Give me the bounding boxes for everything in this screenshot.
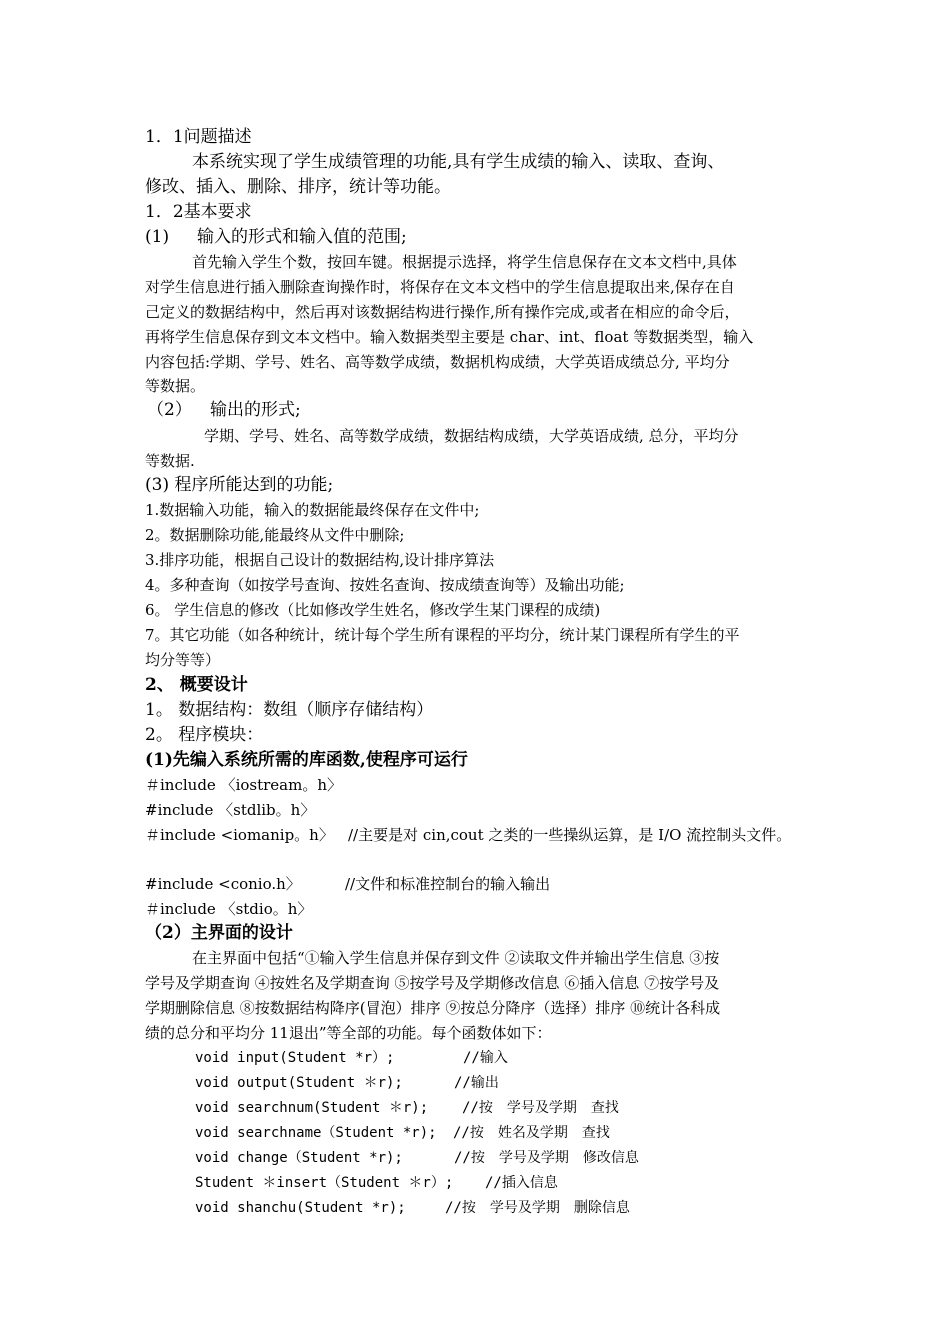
function-item: 2。数据删除功能,能最终从文件中删除; [145,526,405,544]
module-2-line: 绩的总分和平均分 11退出”等全部的功能。每个函数体如下： [145,1024,552,1042]
include-comment: //文件和标准控制台的输入输出 [345,875,551,893]
module-1-title: (1)先编入系统所需的库函数,使程序可运行 [145,750,468,770]
requirement-1-number: (1) [145,227,170,247]
function-item: 均分等等） [145,651,221,669]
include-code: ＃include 〈iostream。h〉 [145,776,342,794]
include-line [145,899,312,919]
design-item-1: 1。 数据结构：数组（顺序存储结构） [145,700,434,720]
module-2-line: 学号及学期查询 ④按姓名及学期查询 ⑤按学号及学期修改信息 ⑥插入信息 ⑦按学号及 [145,974,720,992]
function-item: 7。其它功能（如各种统计，统计每个学生所有课程的平均分，统计某门课程所有学生的平 [145,626,740,644]
function-comment: //按 学号及学期 查找 [462,1100,619,1116]
module-2-line: 学期删除信息 ⑧按数据结构降序(冒泡）排序 ⑨按总分降序（选择）排序 ⑩统计各科成 [145,999,721,1017]
include-code: #include 〈stdlib。h〉 [145,801,316,819]
function-code: void searchname（Student *r); [195,1125,437,1141]
section-1-2-title: 1．2基本要求 [145,202,252,222]
function-declaration [195,1148,639,1168]
requirement-2-line: 等数据. [145,452,195,470]
function-comment: //按 学号及学期 修改信息 [454,1150,639,1166]
problem-desc-line-2: 修改、插入、删除、排序，统计等功能。 [145,177,451,197]
requirement-2-line: 学期、学号、姓名、高等数学成绩，数据结构成绩，大学英语成绩, 总分，平均分 [204,427,739,445]
function-declaration [195,1123,610,1143]
function-code: void input(Student *r）; [195,1050,395,1066]
function-item: 6。 学生信息的修改（比如修改学生姓名，修改学生某门课程的成绩) [145,601,601,619]
section-2-title: 2、 概要设计 [145,675,248,695]
include-line [145,825,792,845]
requirement-2-heading [147,400,301,420]
design-item-2: 2。 程序模块： [145,725,264,745]
function-declaration [195,1198,630,1218]
function-declaration [195,1048,508,1068]
requirement-1-line: 对学生信息进行插入删除查询操作时，将保存在文本文档中的学生信息提取出来,保存在自 [145,278,735,296]
function-code: void shanchu(Student *r); [195,1200,406,1216]
requirement-3-heading: (3) 程序所能达到的功能; [145,475,334,495]
function-code: void output(Student ＊r); [195,1075,403,1091]
function-declaration [195,1173,558,1193]
function-item: 4。多种查询（如按学号查询、按姓名查询、按成绩查询等）及输出功能; [145,576,625,594]
requirement-1-title: 输入的形式和输入值的范围; [197,227,407,247]
function-declaration [195,1073,499,1093]
problem-desc-line-1: 本系统实现了学生成绩管理的功能,具有学生成绩的输入、读取、查询、 [192,152,725,172]
include-code: ＃include <iomanip。h〉 [145,826,334,844]
requirement-1-heading [145,227,407,247]
module-2-title: （2）主界面的设计 [145,923,293,943]
include-code: #include <conio.h〉 [145,875,301,893]
function-comment: //输入 [463,1050,508,1066]
requirement-1-line: 己定义的数据结构中，然后再对该数据结构进行操作,所有操作完成,或者在相应的命令后， [145,303,740,321]
function-item: 1.数据输入功能，输入的数据能最终保存在文件中; [145,501,480,519]
include-line [145,775,342,795]
requirement-1-line: 等数据。 [145,377,206,395]
function-comment: //按 姓名及学期 查找 [453,1125,610,1141]
function-code: Student ＊insert（Student ＊r）; [195,1175,454,1191]
requirement-2-title: 输出的形式; [210,400,301,420]
function-comment: //插入信息 [485,1175,558,1191]
requirement-1-line: 再将学生信息保存到文本文档中。输入数据类型主要是 char、int、float 等数据类型，输入 [145,328,754,346]
section-1-1-title: 1．1问题描述 [145,127,252,147]
include-comment: //主要是对 cin,cout 之类的一些操纵运算，是 I/O 流控制头文件。 [348,826,792,844]
function-comment: //输出 [454,1075,499,1091]
function-code: void searchnum(Student ＊r); [195,1100,429,1116]
include-code: ＃include 〈stdio。h〉 [145,900,313,918]
requirement-2-number: （2） [147,400,192,420]
module-2-line: 在主界面中包括“①输入学生信息并保存到文件 ②读取文件并输出学生信息 ③按 [192,949,720,967]
requirement-1-line: 内容包括:学期、学号、姓名、高等数学成绩，数据机构成绩，大学英语成绩总分, 平均分 [145,353,730,371]
function-item: 3.排序功能，根据自己设计的数据结构,设计排序算法 [145,551,495,569]
function-declaration [195,1098,619,1118]
include-line [145,800,315,820]
include-line [145,874,551,894]
function-code: void change（Student *r); [195,1150,403,1166]
function-comment: //按 学号及学期 删除信息 [445,1200,630,1216]
requirement-1-line: 首先输入学生个数，按回车键。根据提示选择，将学生信息保存在文本文档中,具体 [192,253,737,271]
